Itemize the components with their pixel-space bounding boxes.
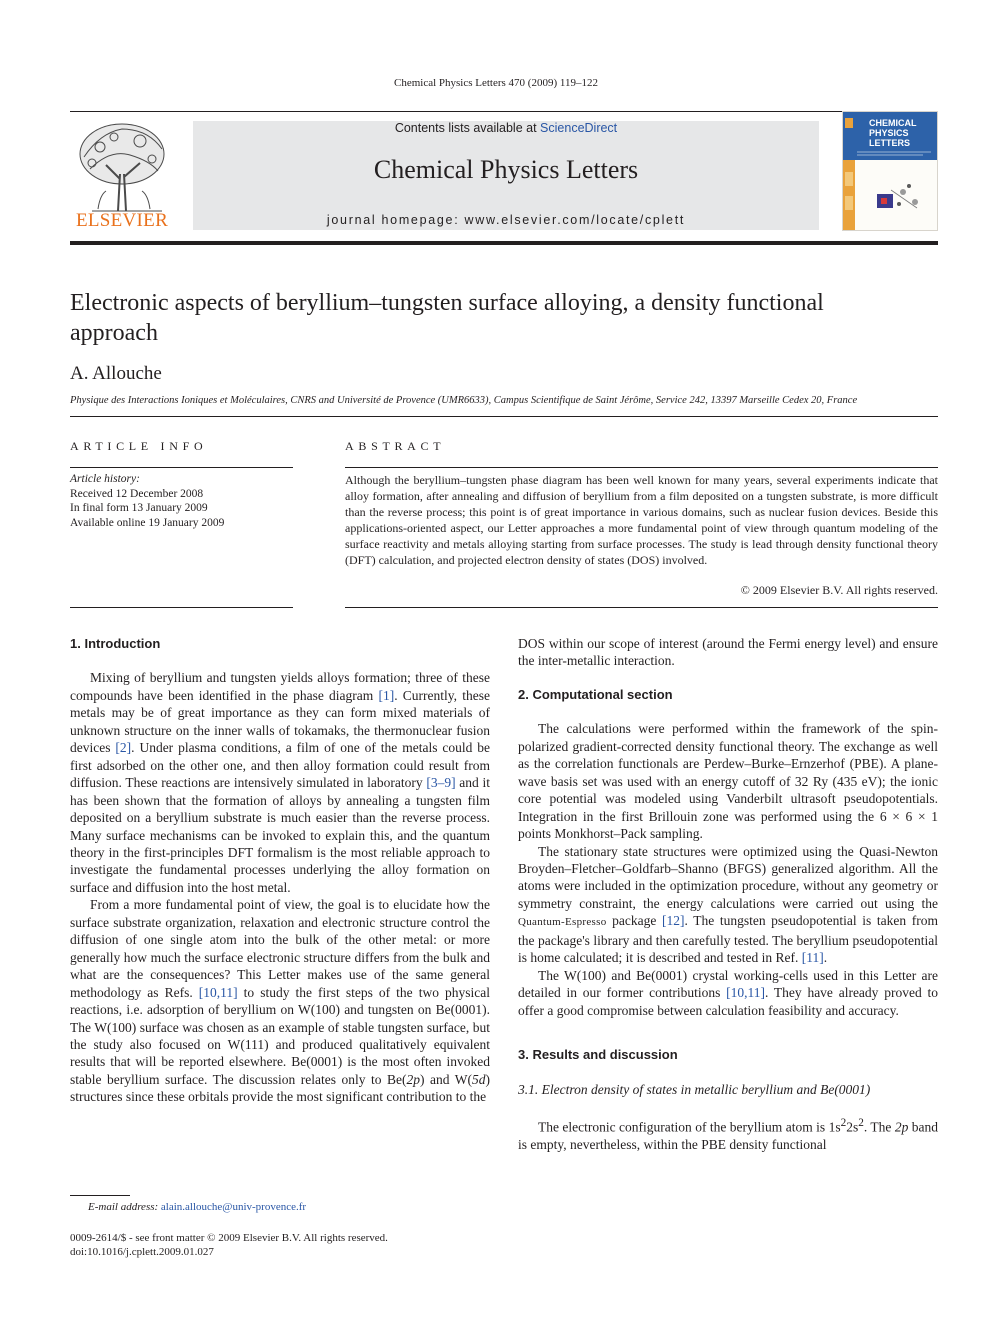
body-left-column [70,635,490,1106]
article-author: A. Allouche [70,363,162,384]
subsection-heading-3-1: 3.1. Electron density of states in metallic beryllium and Be(0001) [518,1081,871,1097]
affiliation-rule [70,416,938,417]
article-history [70,472,293,531]
history-final-form: In final form 13 January 2009 [70,502,208,515]
author-affiliation: Physique des Interactions Ioniques et Moléculaires, CNRS and Université de Provence (UMR6633), Campus Scientifique de Saint Jérôme, Service 242, 13397 Marseille Cedex 20, France [70,395,858,406]
history-online: Available online 19 January 2009 [70,517,225,530]
citation-link[interactable]: [10,11] [726,985,765,1001]
orbital-symbol: 2p [406,1071,421,1087]
computational-paragraph-3 [518,967,938,1019]
text-run: . The [863,1119,895,1135]
computational-paragraph-1: The calculations were performed within the framework of the spin-polarized gradient-corrected density functional theory. The exchange as well as the correlation functionals are Perdew–Burke–Ernzerhof (PBE). A plane-wave basis set was used with an energy cutoff of 32 Ry (435 eV); the ionic core potential was modeled using Vanderbilt ultrasoft pseudopotentials. Integration in the first Brillouin zone was performed using the 6 × 6 × 1 points Monkhorst–Pack sampling. [518,721,938,842]
abstract-rule [345,467,938,468]
text-run: ) and W( [420,1071,473,1087]
text-run: . The tungsten pseudopotential is taken from the package's library and then carefully tested. The beryllium pseudopotential is home calculated; it is described and tested in Ref. [518,913,938,966]
contents-prefix: Contents lists available at [394,121,537,135]
abstract-text: Although the beryllium–tungsten phase diagram has been well known for many years, several experiments indicate that alloy formation, after annealing and diffusion of beryllium from a film deposited on a tungsten substrate, is more difficult than the reverse process; this point is of great importance in various domains, such as nuclear fusion devices. Beside this applications-oriented aspect, our Letter approaches a more fundamental point of view through quantum modeling of the surface reactivity and metals alloying starting from surface processes. The study is lead through density functional theory (DFT) calculation, and projected electron density of states (DOS) involved. [345,473,938,567]
text-run: The W(100) and Be(0001) crystal working-cells used in this Letter are detailed in our former contributions [518,967,938,1001]
intro-paragraph-1 [70,669,490,896]
citation-link[interactable]: [11] [801,950,824,966]
text-run: ) structures since these orbitals provide the most significant contribution to the [70,1071,491,1105]
text-run: . They have already proved to offer a good compromise between calculation feasibility and accuracy. [518,985,938,1018]
cover-title [869,118,917,148]
software-name: Quantum-Espresso [518,916,607,929]
journal-name: Chemical Physics Letters [373,155,639,184]
text-run: From a more fundamental point of view, the goal is to elucidate how the surface substrate organization, relaxation and electronic structure control the diffusion of one single atom into the bulk of the other metal: or more generally how much the surface electronic structure differs from the bulk and what are the consequences? This Letter makes use of the same general methodology as Refs. [70,897,490,1000]
text-run: to study the first steps of the two physical reactions, i.e. adsorption of beryllium on W(100) and tungsten on Be(0001). The W(100) surface was chosen as an example of stable tungsten surface, but the study also focused on W(111) and produced qualitatively equivalent results that will be reported elsewhere. Be(0001) is the most often invoked stable beryllium surface. The discussion relates only to Be( [70,984,490,1087]
history-label: Article history: [70,473,140,485]
text-run: 2s [846,1119,859,1135]
front-matter [70,1231,388,1259]
journal-homepage-link[interactable]: journal homepage: www.elsevier.com/locate/cplett [326,213,686,227]
history-received: Received 12 December 2008 [70,487,204,500]
text-run: . [823,950,828,966]
citation-link[interactable]: [1] [378,687,395,703]
text-run: and it has been shown that the formation of alloys by annealing a tungsten film deposited on a beryllium substrate is much easier than the reverse process. Many surface mechanisms can be invoked to explain this, and the quantum theory in the first-principles DFT formalism is the most reliable approach to investigate the fundamental processes underlying the alloy formation on surface and diffusion into the host metal. [70,775,490,895]
superscript: 2 [858,1116,864,1129]
email-link[interactable]: alain.allouche@univ-provence.fr [160,1201,307,1213]
orbital-symbol: 2p [894,1119,909,1135]
intro-continuation: DOS within our scope of interest (around the Fermi energy level) and ensure the inter-metallic interaction. [518,636,938,669]
email-label: E-mail address: [88,1201,159,1213]
text-run: package [606,913,662,929]
elsevier-wordmark: ELSEVIER [75,210,169,231]
section-heading-computational: 2. Computational section [518,686,673,702]
text-run: . Currently, these metals may be of great importance as they can form mixed materials of unknown structure on the inner walls of tokamaks, the thermonuclear fusion devices [70,687,490,756]
article-info-bottom-rule [70,607,293,608]
abstract-bottom-rule [345,607,938,608]
citation-link[interactable]: [2] [115,740,132,756]
citation-link[interactable]: [3–9] [426,775,456,791]
superscript: 2 [840,1116,847,1129]
cover-title-line: CHEMICAL [869,118,917,128]
header-rule [70,111,938,112]
text-run: band is empty, nevertheless, within the PBE density functional [518,1119,938,1152]
cover-title-line: PHYSICS [869,128,909,138]
section-heading-introduction: 1. Introduction [70,636,161,651]
section-heading-results: 3. Results and discussion [518,1047,678,1063]
article-info-heading: ARTICLE INFO [70,439,208,453]
text-run: The stationary state structures were optimized using the Quasi-Newton Broyden–Fletcher–Goldfarb–Shanno (BFGS) generalized algorithm. All the atoms were included in the optimization procedure, without any geometry or symmetry constraint, the energy calculations were carried out using the [518,843,938,911]
footnote-rule [70,1195,130,1196]
header-thick-rule [70,241,938,245]
article-info-rule [70,467,293,468]
orbital-symbol: 5d [472,1071,486,1087]
text-run: Mixing of beryllium and tungsten yields alloys formation; three of these compounds have been identified in the phase diagram [70,670,490,703]
cover-title-line: LETTERS [869,138,911,148]
email-footnote [88,1201,306,1213]
abstract-copyright: © 2009 Elsevier B.V. All rights reserved. [740,583,938,597]
text-run: The electronic configuration of the beryllium atom is 1s [538,1119,841,1135]
doi-line: doi:10.1016/j.cplett.2009.01.027 [70,1246,214,1258]
contents-line [193,121,819,135]
body-right-column [518,635,938,1153]
citation-link[interactable]: [10,11] [198,984,238,1000]
article-title: Electronic aspects of beryllium–tungsten surface alloying, a density functional approach [70,290,824,346]
running-head: Chemical Physics Letters 470 (2009) 119–122 [394,77,598,89]
results-paragraph-1 [518,1115,938,1153]
computational-paragraph-2 [518,843,938,967]
text-run: . Under plasma conditions, a film of one of the metals could be first adsorbed on the other one, and then alloy formation could result from diffusion. These reactions are intensively simulated in laboratory [70,740,491,791]
citation-link[interactable]: [12] [661,913,685,929]
journal-cover [842,111,938,231]
intro-paragraph-2 [70,896,490,1105]
sciencedirect-link[interactable]: ScienceDirect [540,121,618,135]
issn-line: 0009-2614/$ - see front matter © 2009 Elsevier B.V. All rights reserved. [70,1232,388,1244]
abstract-heading: ABSTRACT [345,439,446,453]
